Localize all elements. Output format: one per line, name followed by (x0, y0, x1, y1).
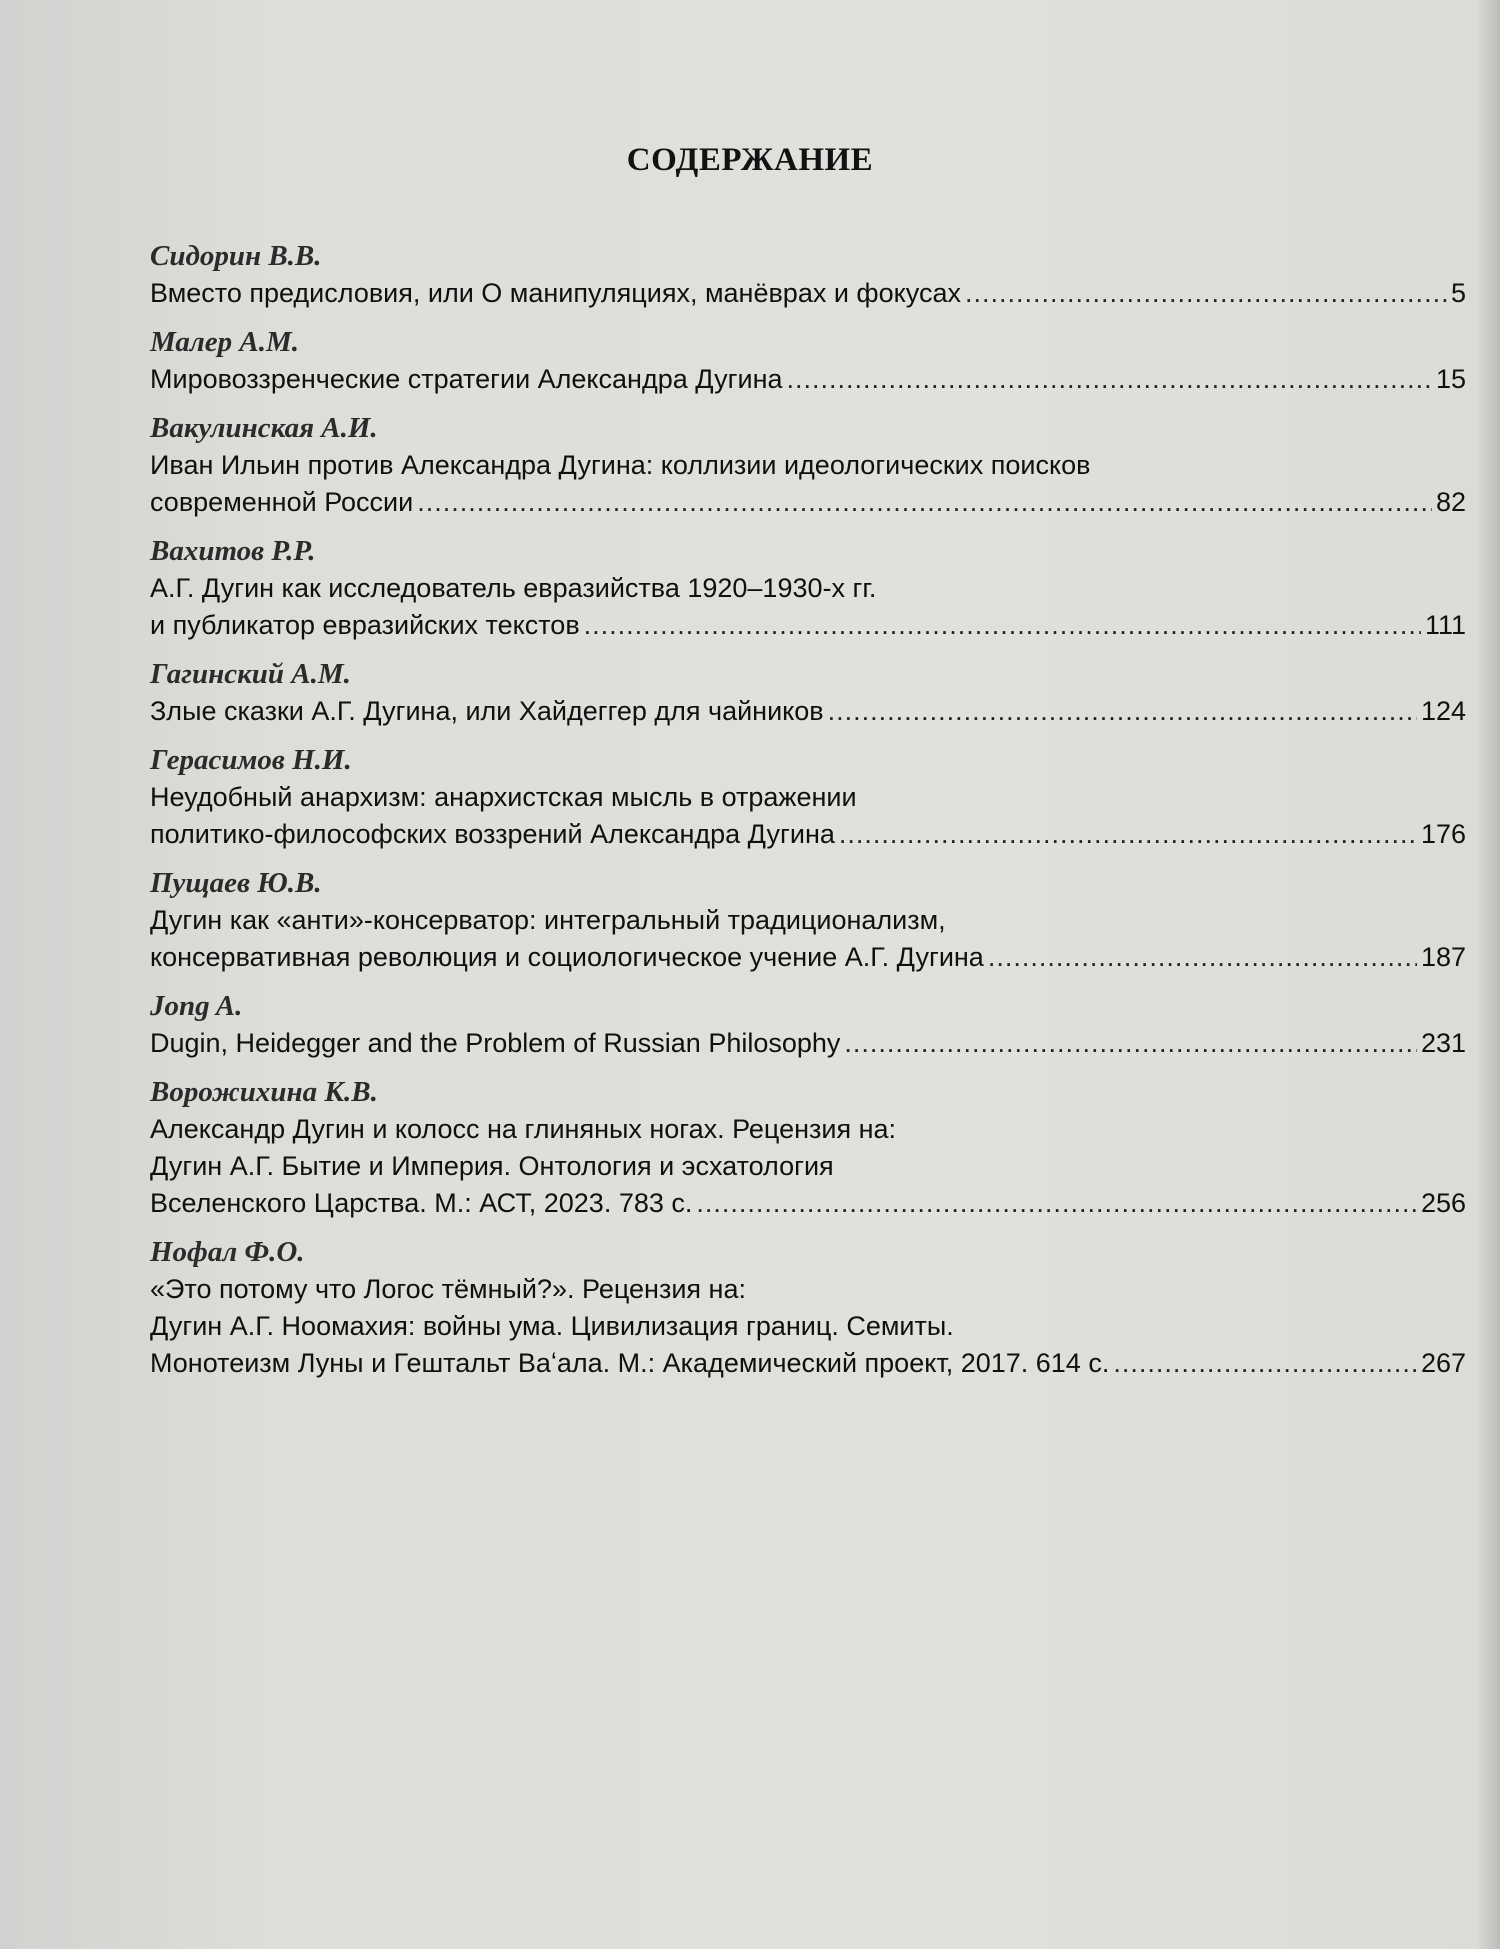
entry-title: консервативная революция и социологическое учение А.Г. Дугина (150, 942, 984, 972)
entry-title-last-line (150, 1025, 1466, 1062)
entry-page-number: 15 (1435, 364, 1466, 394)
entry-author: Вакулинская А.И. (150, 412, 378, 444)
entry-page-number: 5 (1450, 278, 1466, 308)
dot-leader (844, 1025, 1417, 1062)
entry-page-number: 256 (1420, 1188, 1466, 1218)
toc-entry (150, 410, 1466, 521)
toc-entry (150, 533, 1466, 644)
toc-entry (150, 656, 1466, 730)
toc-entry (150, 1234, 1466, 1382)
dot-leader (696, 1185, 1417, 1222)
entry-page-number: 82 (1435, 487, 1466, 517)
entry-title-line: Неудобный анархизм: анархистская мысль в отражении (150, 782, 857, 812)
entry-title-last-line (150, 1185, 1466, 1222)
dot-leader (839, 816, 1417, 853)
dot-leader (828, 693, 1417, 730)
entry-page-number: 187 (1420, 942, 1466, 972)
entry-page-number: 267 (1420, 1348, 1466, 1378)
entry-author: Нофал Ф.О. (150, 1236, 305, 1268)
entry-author: Ворожихина К.В. (150, 1076, 378, 1108)
dot-leader (1113, 1345, 1417, 1382)
entry-page-number: 111 (1424, 610, 1466, 640)
entry-title-line: «Это потому что Логос тёмный?». Рецензия на: (150, 1274, 746, 1304)
entry-title-last-line (150, 816, 1466, 853)
entry-author: Герасимов Н.И. (150, 744, 352, 776)
entry-page-number: 124 (1420, 696, 1466, 726)
toc-entry (150, 865, 1466, 976)
entry-title-last-line (150, 484, 1466, 521)
entry-author: Малер А.М. (150, 326, 300, 358)
toc-entry (150, 988, 1466, 1062)
entry-title: политико-философских воззрений Александра Дугина (150, 819, 835, 849)
toc-entry (150, 1074, 1466, 1222)
entry-author: Гагинский А.М. (150, 658, 351, 690)
entry-title-last-line (150, 939, 1466, 976)
entry-title: Мировоззренческие стратегии Александра Дугина (150, 364, 783, 394)
entry-title-last-line (150, 361, 1466, 398)
dot-leader (417, 484, 1432, 521)
entry-title: современной России (150, 487, 414, 517)
contents-heading: СОДЕРЖАНИЕ (626, 142, 874, 178)
entry-title-line: Дугин А.Г. Бытие и Империя. Онтология и эсхатология (150, 1151, 834, 1181)
entry-title: Dugin, Heidegger and the Problem of Russian Philosophy (150, 1028, 841, 1058)
dot-leader (988, 939, 1417, 976)
dot-leader (965, 275, 1447, 312)
entry-title: и публикатор евразийских текстов (150, 610, 580, 640)
toc-entry (150, 238, 1466, 312)
entry-page-number: 176 (1420, 819, 1466, 849)
entry-title: Злые сказки А.Г. Дугина, или Хайдеггер для чайников (150, 696, 824, 726)
page-edge-shadow (1476, 0, 1500, 1949)
entry-title-line: Александр Дугин и колосс на глиняных ногах. Рецензия на: (150, 1114, 897, 1144)
dot-leader (787, 361, 1432, 398)
entry-title: Вселенского Царства. М.: АСТ, 2023. 783 с. (150, 1188, 693, 1218)
entry-author: Пущаев Ю.В. (150, 867, 322, 899)
entry-title: Монотеизм Луны и Гештальт Ваʻала. М.: Академический проект, 2017. 614 с. (150, 1348, 1110, 1378)
entry-title-last-line (150, 607, 1466, 644)
entry-title-line: А.Г. Дугин как исследователь евразийства 1920–1930-х гг. (150, 573, 877, 603)
entry-page-number: 231 (1420, 1028, 1466, 1058)
entry-title-line: Дугин как «анти»-консерватор: интегральный традиционализм, (150, 905, 946, 935)
toc-entry (150, 324, 1466, 398)
toc-entry (150, 742, 1466, 853)
entry-title: Вместо предисловия, или О манипуляциях, манёврах и фокусах (150, 278, 961, 308)
dot-leader (584, 607, 1421, 644)
table-of-contents (150, 238, 1466, 1394)
entry-title-line: Дугин А.Г. Ноомахия: войны ума. Цивилизация границ. Семиты. (150, 1311, 954, 1341)
entry-title-last-line (150, 275, 1466, 312)
entry-title-last-line (150, 693, 1466, 730)
entry-author: Сидорин В.В. (150, 240, 322, 272)
entry-title-last-line (150, 1345, 1466, 1382)
entry-author: Вахитов Р.Р. (150, 535, 316, 567)
entry-title-line: Иван Ильин против Александра Дугина: коллизии идеологических поисков (150, 450, 1091, 480)
entry-author: Jong A. (150, 990, 243, 1022)
